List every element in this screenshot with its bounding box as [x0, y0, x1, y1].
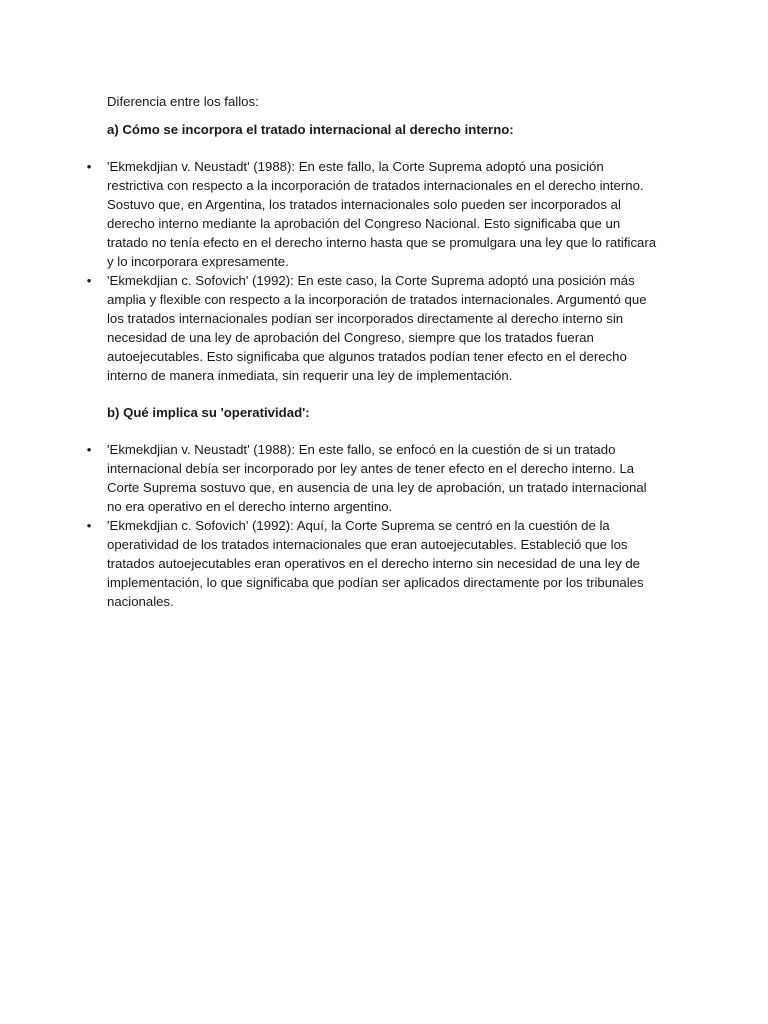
intro-text: Diferencia entre los fallos: — [107, 94, 259, 109]
list-item — [86, 271, 663, 385]
list-item-text: 'Ekmekdjian v. Neustadt' (1988): En este fallo, la Corte Suprema adoptó una posición restrictiva con respecto a la incorporación de tratados internacionales en el derecho interno. Sostuvo que, en Argentina, los tratados internacionales solo pueden ser incorporados al derecho interno mediante la aprobación del Congreso Nacional. Esto significaba que un tratado no tenía efecto en el derecho interno hasta que se promulgara una ley que lo ratificara y lo incorporara expresamente. — [107, 159, 657, 269]
section-a-heading: a) Cómo se incorpora el tratado internacional al derecho interno: — [107, 122, 514, 137]
section-a-list — [86, 157, 663, 385]
section-b-list — [86, 440, 663, 611]
bullet-icon: • — [86, 159, 92, 174]
list-item — [86, 157, 663, 271]
list-item-text: 'Ekmekdjian v. Neustadt' (1988): En este fallo, se enfocó en la cuestión de si un tratado internacional debía ser incorporado por ley antes de tener efecto en el derecho interno. La Corte Suprema sostuvo que, en ausencia de una ley de aprobación, un tratado internacional no era operativo en el derecho interno argentino. — [107, 442, 647, 514]
bullet-icon: • — [86, 518, 92, 533]
list-item-text: 'Ekmekdjian c. Sofovich' (1992): Aquí, la Corte Suprema se centró en la cuestión de la operatividad de los tratados internacionales que eran autoejecutables. Estableció que los tratados autoejecutables eran operativos en el derecho interno sin necesidad de una ley de implementación, lo que significaba que podían ser aplicados directamente por los tribunales nacionales. — [107, 518, 644, 609]
list-item — [86, 516, 663, 611]
list-item-text: 'Ekmekdjian c. Sofovich' (1992): En este caso, la Corte Suprema adoptó una posición más amplia y flexible con respecto a la incorporación de tratados internacionales. Argumentó que los tratados internacionales podían ser incorporados directamente al derecho interno sin necesidad de una ley de aprobación del Congreso, siempre que los tratados fueran autoejecutables. Esto significaba que algunos tratados podían tener efecto en el derecho interno de manera inmediata, sin requerir una ley de implementación. — [107, 273, 647, 383]
document-body — [86, 92, 663, 611]
section-b-heading: b) Qué implica su 'operatividad': — [107, 405, 310, 420]
bullet-icon: • — [86, 442, 92, 457]
list-item — [86, 440, 663, 516]
bullet-icon: • — [86, 273, 92, 288]
